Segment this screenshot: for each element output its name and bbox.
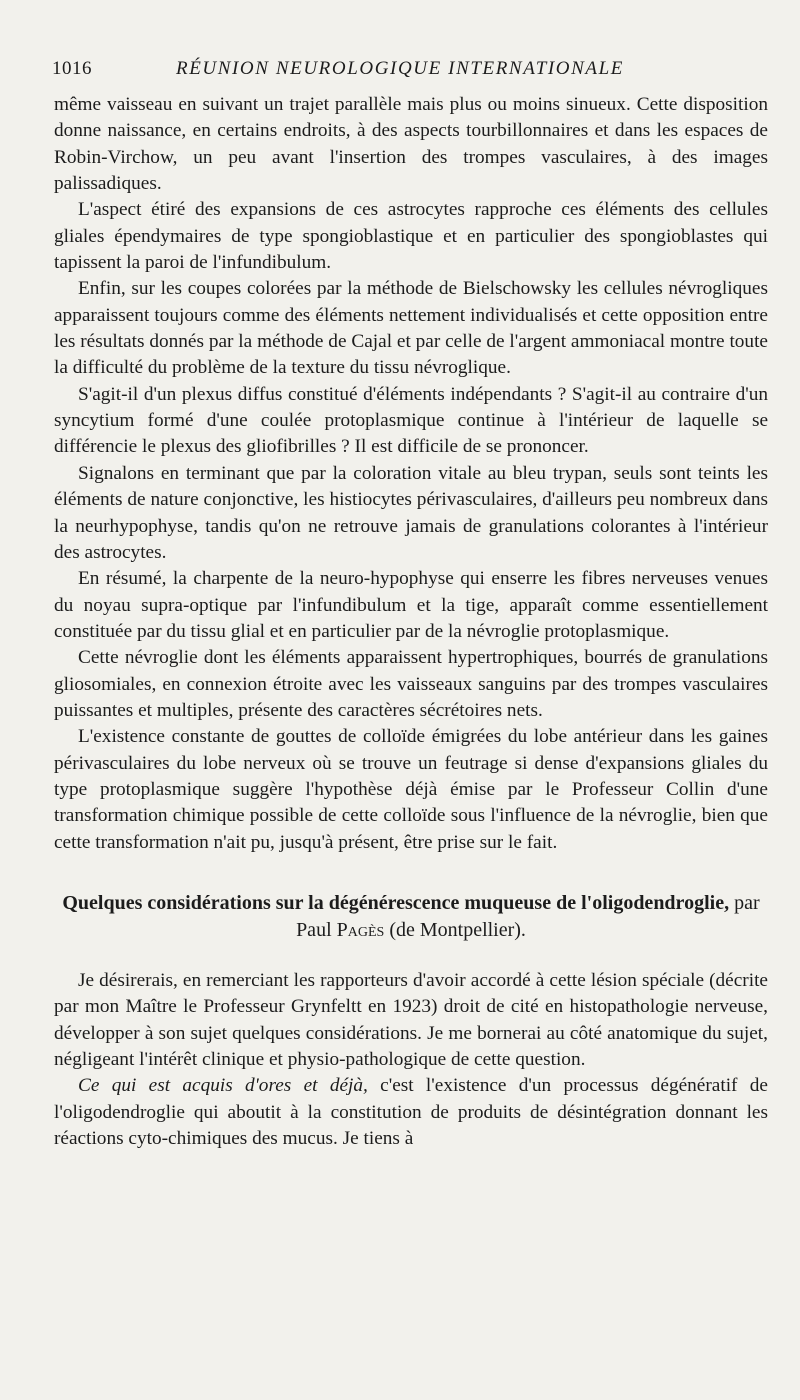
paragraph: Signalons en terminant que par la coloration vitale au bleu trypan, seuls sont teints les éléments de nature conjonctive, les histiocytes périvasculaires, d'ailleurs peu nombreux dans la neurhypophyse, tandis qu'on ne retrouve jamais de granulations colorantes à l'intérieur des astrocytes. <box>54 462 768 563</box>
section-title-text: Quelques considérations sur la dégénérescence muqueuse de l'oligodendroglie, <box>62 891 730 914</box>
paragraph: Cette névroglie dont les éléments apparaissent hypertrophiques, bourrés de granulations gliosomiales, en connexion étroite avec les vaisseaux sanguins par des trompes vasculaires puissantes et multiples, présente des caractères sécrétoires nets. <box>54 647 768 721</box>
paragraph: Enfin, sur les coupes colorées par la méthode de Bielschowsky les cellules névrogliques apparaissent toujours comme des éléments nettement individualisés et cette opposition entre les résultats donnés par la méthode de Cajal et par celle de l'argent ammoniacal montre toute la difficulté du problème de la texture du tissu névroglique. <box>54 278 768 379</box>
author-name: Pagès <box>336 918 385 941</box>
paragraph: L'aspect étiré des expansions de ces astrocytes rapproche ces éléments des cellules gliales épendymaires de type spongioblastique et en particulier des spongioblastes qui tapissent la paroi de l'infundibulum. <box>54 199 768 274</box>
page-header <box>52 58 760 88</box>
body-text <box>54 92 768 1152</box>
paragraph: même vaisseau en suivant un trajet parallèle mais plus ou moins sinueux. Cette disposition donne naissance, en certains endroits, à des aspects tourbillonnaires et dans les espaces de Robin-Virchow, un peu avant l'insertion des trompes vasculaires, à des images palissadiques. <box>54 94 768 195</box>
page-number: 1016 <box>52 58 92 79</box>
author-suffix: (de Montpellier). <box>389 918 526 941</box>
running-title: RÉUNION NEUROLOGIQUE INTERNATIONALE <box>176 58 624 79</box>
paragraph: Je désirerais, en remerciant les rapporteurs d'avoir accordé à cette lésion spéciale (décrite par mon Maître le Professeur Grynfeltt en 1923) droit de cité en histopathologie nerveuse, développer à son sujet quelques considérations. Je me bornerai au côté anatomique du sujet, négligeant l'intérêt clinique et physio-pathologique de cette question. <box>54 969 768 1070</box>
paragraph: En résumé, la charpente de la neuro-hypophyse qui enserre les fibres nerveuses venues du noyau supra-optique par l'infundibulum et la tige, apparaît comme essentiellement constituée par du tissu glial et en particulier par de la névroglie protoplasmique. <box>54 568 768 642</box>
paragraph: S'agit-il d'un plexus diffus constitué d'éléments indépendants ? S'agit-il au contraire d'un syncytium formé d'une coulée protoplasmique continue à l'intérieur de laquelle se différencie le plexus des gliofibrilles ? Il est difficile de se prononcer. <box>54 383 768 458</box>
paragraph <box>54 1073 768 1152</box>
section-title <box>54 890 768 944</box>
paragraph-rest: c'est l'existence d'un processus dégénératif de l'oligodendroglie qui aboutit à la constitution de produits de désintégration donnant les réactions cyto-chimiques des mucus. Je tiens à <box>54 1075 768 1150</box>
paragraph: L'existence constante de gouttes de colloïde émigrées du lobe antérieur dans les gaines périvasculaires du lobe nerveux où se trouve un feutrage si dense d'expansions gliales du type protoplasmique suggère l'hypothèse déjà émise par le Professeur Collin d'une transformation chimique possible de cette colloïde sous l'influence de la névroglie, bien que cette transformation n'ait pu, jusqu'à présent, être prise sur le fait. <box>54 726 768 853</box>
author-prefix: par Paul <box>296 891 760 941</box>
italic-phrase: Ce qui est acquis d'ores et déjà, <box>78 1075 368 1097</box>
